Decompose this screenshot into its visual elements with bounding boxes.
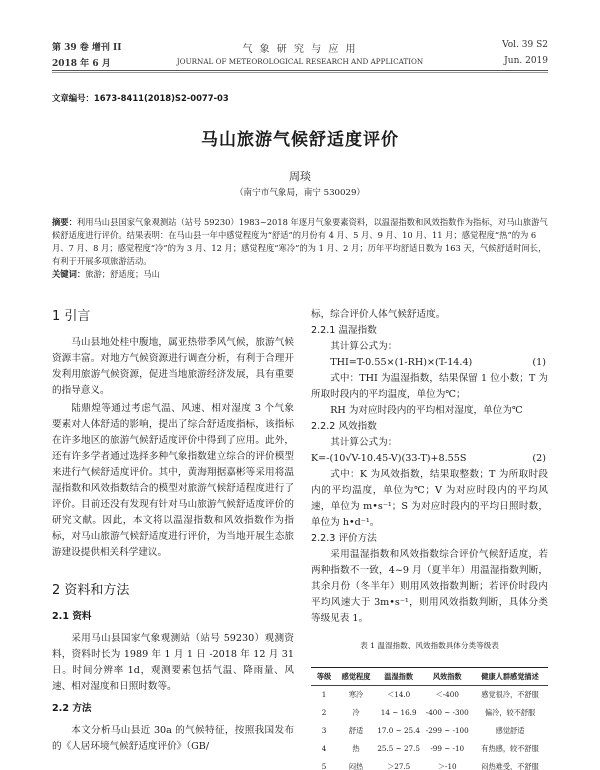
section-2-2-1-heading: 2.2.1 温湿指数: [311, 325, 377, 336]
equation-2-definition: 式中：K 为风效指数，结果取整数；T 为所取时段内的平均温度，单位为℃；V 为对应时段内的平均风速，单位为 m•s⁻¹；S 为对应时段内的平均日照时数，单位为 h•d⁻¹。: [311, 469, 548, 528]
table-cell: 1: [321, 690, 327, 700]
table-header-cell: 等级: [311, 668, 337, 686]
section-2-2-2-heading: 2.2.2 风效指数: [311, 421, 377, 432]
table-row: [311, 740, 548, 758]
section-2-heading: 2 资料和方法: [52, 583, 130, 598]
equation-1-definition: 式中：THI 为温湿指数，结果保留 1 位小数；T 为所取时段内的平均温度，单位为℃；: [311, 373, 548, 400]
equation-2-number: (2): [532, 453, 546, 464]
equation-1: THI=T-0.55×(1-RH)×(T-14.4): [330, 357, 473, 368]
header-rule-thin: [52, 72, 548, 73]
table-cell: 闷热: [348, 761, 364, 770]
right-paragraph-0: 标，综合评价人体气候舒适度。: [311, 309, 446, 320]
table-cell: ＜-400: [435, 689, 459, 699]
table-row: [311, 758, 548, 770]
table-row: [311, 722, 548, 740]
table-cell: ＜14.0: [387, 689, 411, 699]
section-2-2-3-paragraph: 采用温湿指数和风效指数综合评价气候舒适度，若两种指数不一致，4~9 月（夏半年）用温湿指数判断，其余月份（冬半年）则用风效指数判断；若评价时段内平均风速大于 3m•s⁻¹，则用风效指数判断，具体分类等级见表 1。: [311, 549, 548, 624]
table-cell: ＞-10: [437, 761, 457, 770]
table-1: [311, 667, 548, 770]
keywords: 旅游；舒适度；马山: [85, 269, 160, 279]
table-cell: -99 ~ -10: [430, 744, 465, 753]
author-name: 周琰: [289, 170, 311, 183]
table-cell: 3: [321, 726, 327, 735]
table-cell: 17.0 ~ 25.4: [377, 726, 420, 735]
table-cell: 冷: [352, 707, 360, 717]
table-cell: 闷热难受，不舒服: [481, 761, 539, 770]
equation-2: K=-(10√V-10.45-V)(33-T)+8.55S: [311, 453, 467, 464]
table-header-cell: 风效指数: [422, 668, 472, 686]
formula-intro-1: 其计算公式为：: [330, 341, 398, 352]
table-1-caption: 表 1 温湿指数、风效指数具体分类等级表: [360, 641, 499, 650]
table-header-row: [311, 668, 548, 686]
formula-intro-2: 其计算公式为：: [330, 437, 398, 448]
table-row: [311, 704, 548, 722]
journal-name-en: JOURNAL OF METEOROLOGICAL RESEARCH AND APPLICATION: [176, 57, 424, 66]
section-2-2-heading: 2.2 方法: [52, 703, 92, 714]
section-1-heading: 1 引言: [52, 309, 91, 324]
section-2-2-3-heading: 2.2.3 评价方法: [311, 533, 377, 544]
equation-1-definition-rh: RH 为对应时段内的平均相对湿度，单位为℃: [330, 405, 523, 416]
issue-date-en: Jun. 2019: [504, 56, 548, 66]
volume-label: 第 39 卷 增刊 II: [52, 43, 122, 53]
table-header-cell: 健康人群感觉描述: [472, 668, 548, 686]
equation-1-row: [311, 355, 548, 371]
issue-date-cn: 2018 年 6 月: [52, 59, 111, 69]
abstract: [52, 216, 548, 281]
table-cell: 4: [321, 744, 327, 753]
section-1-paragraph-1: 马山县地处桂中腹地，属亚热带季风气候，旅游气候资源丰富。对地方气候资源进行调查分析，有利于合理开发利用旅游气候资源，促进当地旅游经济发展，具有重要的指导意义。: [52, 337, 294, 396]
section-2-1-paragraph: 采用马山县国家气象观测站（站号 59230）观测资料，资料时长为 1989 年 1 月 1 日 -2018 年 12 月 31 日。时间分辨率 1d，观测要素包括气温、降雨量、风速、相对湿度和日照时数等。: [52, 633, 294, 692]
table-cell: 有热感，较不舒服: [481, 743, 539, 753]
section-2-2-paragraph: 本文分析马山县近 30a 的气候特征，按照我国发布的《人居环境气候舒适度评价》（GB/: [52, 725, 294, 752]
table-cell: 寒冷: [348, 689, 364, 699]
table-cell: -299 ~ -100: [425, 726, 469, 735]
table-cell: 25.5 ~ 27.5: [377, 744, 420, 753]
paper-title: 马山旅游气候舒适度评价: [201, 130, 399, 150]
author-affiliation: （南宁市气象局，南宁 530029）: [234, 188, 366, 198]
table-row: [311, 686, 548, 704]
equation-2-row: [311, 451, 548, 467]
table-cell: 5: [321, 762, 327, 770]
right-column: [311, 307, 548, 627]
article-id: 文章编号：1673-8411(2018)S2-0077-03: [52, 93, 229, 103]
table-header-cell: 感觉程度: [337, 668, 375, 686]
journal-name-cn: 气 象 研 究 与 应 用: [242, 44, 358, 55]
table-cell: 感觉舒适: [495, 725, 525, 735]
abstract-label: 摘要：: [52, 217, 77, 227]
header-rule: [52, 70, 548, 71]
equation-1-number: (1): [532, 357, 546, 368]
table-cell: ＞27.5: [387, 761, 411, 770]
table-cell: 14 ~ 16.9: [380, 708, 417, 717]
table-cell: -400 ~ -300: [425, 708, 469, 717]
table-cell: 偏冷，较不舒服: [484, 707, 536, 717]
table-cell: 热: [352, 743, 360, 753]
volume-label-en: Vol. 39 S2: [502, 40, 548, 50]
table-header-cell: 温湿指数: [375, 668, 422, 686]
keywords-label: 关键词：: [52, 269, 86, 279]
section-1-paragraph-2: 陆鼎煌等通过考虑气温、风速、相对湿度 3 个气象要素对人体舒适的影响，提出了综合舒适度指标，该指标在许多地区的旅游气候舒适度评价中得到了应用。此外，还有许多学者通过选择多种气象指数建立综合的评价模型来进行气候舒适度评价。其中，黄海翔据嘉彬等采用将温湿指数和风效指数结合的模型对旅游气候舒适程度进行了评价。目前还没有发现有针对马山旅游气候舒适度评价的研究文献。因此，本文将以温湿指数和风效指数作为指标，对马山旅游气候舒适度进行评价，为当地开展生态旅游建设提供相关科学建议。: [52, 403, 294, 558]
table-cell: 感觉很冷，不舒服: [481, 689, 539, 699]
section-2-1-heading: 2.1 资料: [52, 611, 92, 622]
table-cell: 舒适: [348, 725, 364, 735]
table-cell: 2: [321, 708, 327, 717]
left-column: [52, 307, 294, 755]
abstract-text: 利用马山县国家气象观测站（站号 59230）1983~2018 年逐月气象要素资料，以温湿指数和风效指数作为指标，对马山旅游气候舒适度进行评价。结果表明：在马山县一年中感觉程度为“舒适”的月份有 4 月、5 月、9 月、10 月、11 月；感觉程度“热”的为 6 月、7 月、8 月；感觉程度“冷”的为 3 月、12 月；感觉程度“寒冷”的为 1 月、2 月；历年平均舒适日数为 163 天，气候舒适时间长，有利于开展多项旅游活动。: [52, 217, 548, 266]
